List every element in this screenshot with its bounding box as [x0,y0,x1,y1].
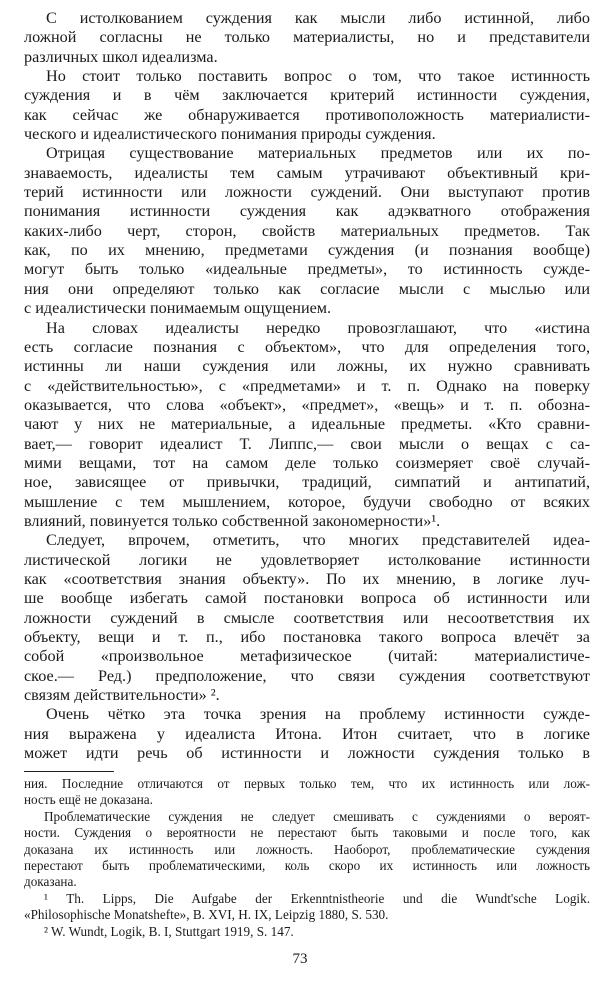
body-line: ское.— Ред.) предположение, что связи суждения соответствуют [24,666,590,685]
footnote-paragraph [24,776,590,809]
footnote-paragraph [24,891,590,924]
body-line: как сейчас же обнаруживается противоположность материалисти- [24,105,590,124]
body-line: чают у них не материальные, а идеальные предметы. «Кто сравни- [24,415,590,434]
footnotes [24,776,590,940]
body-line: ложной согласны не только материалисты, но и представители [24,28,590,47]
footnote-line: перестают быть проблематическими, коль скоро их истинность или ложность [24,858,590,874]
body-paragraph [24,67,590,144]
body-line: ное, зависящее от привычки, традиций, симпатий и антипатий, [24,473,590,492]
body-line: знаваемость, идеалисты тем самым утрачивают объективный кри- [24,163,590,182]
body-line: оказывается, что слова «объект», «предмет», «вещь» и т. п. обозна- [24,395,590,414]
body-paragraph [24,319,590,532]
body-line: есть согласие познания с объектом», что для определения того, [24,337,590,356]
body-line: объекту, вещи и т. п., ибо постановка такого вопроса влечёт за [24,628,590,646]
body-line: терий истинности или ложности суждений. Они выступают против [24,183,590,202]
body-line: Очень чётко эта точка зрения на проблему истинности сужде- [46,705,590,724]
body-paragraph [24,531,590,705]
body-line: собой «произвольное метафизическое (читай: материалистиче- [24,647,590,666]
body-line: может идти речь об истинности и ложности суждения только в [24,744,590,763]
footnote-paragraph [24,924,590,940]
footnote-line: ния. Последние отличаются от первых только тем, что их истинность или лож- [24,776,590,791]
body-paragraph [24,144,590,318]
footnote-line: доказана. [24,874,77,890]
page-number: 73 [292,951,308,967]
footnote-divider [24,771,114,772]
body-line: с «действительностью», с «предметами» и т. п. Однако на поверку [24,376,590,395]
body-line: понимания истинности суждения как адэкватного отображения [24,202,590,221]
body-line: истинны ли наши суждения или ложны, их нужно сравнивать [24,357,590,376]
body-line: На словах идеалисты нередко провозглашают, что «истина [46,318,590,337]
body-paragraph [24,705,590,763]
footnote-line: ность ещё не доказана. [24,792,153,808]
footnote-line: «Philosophische Monatshefte», B. XVI, H. IX, Leipzig 1880, S. 530. [24,907,389,923]
body-line: Следует, впрочем, отметить, что многих представителей идеа- [46,531,590,550]
body-line: различных школ идеализма. [24,47,218,66]
body-line: Но стоит только поставить вопрос о том, что такое истинность [46,67,590,86]
body-line: мими вещами, тот на самом деле только соизмеряет своё случай- [24,453,590,472]
body-line: как «соответствия знания объекту». По их мнению, в логике луч- [24,569,590,588]
footnote-paragraph [24,809,590,891]
body-line: ния выражена у идеалиста Итона. Итон считает, что в логике [24,724,590,743]
body-line: Отрицая существование материальных предметов или их по- [46,144,590,163]
body-line: как, по их мнению, предметами суждения (и познания вообще) [24,241,590,260]
body-line: связям действительности» ². [24,686,220,705]
body-paragraph [24,9,590,67]
body-line: влияний, повинуется только собственной закономерности»¹. [24,511,441,530]
footnote-line: ² W. Wundt, Logik, B. I, Stuttgart 1919, S. 147. [44,923,294,939]
body-line: ния они определяют только как согласие мысли с мыслью или [24,279,590,298]
footnote-line: ности. Суждения о вероятности не перестают быть таковыми и после того, как [24,825,590,841]
body-line: с идеалистически понимаемым ощущением. [24,299,332,318]
body-line: каких-либо черт, сторон, свойств материальных предметов. Так [24,221,590,240]
footnote-line: доказана их истинность или ложность. Наоборот, проблематические суждения [24,841,590,857]
body-line: мышление с тем мышлением, которое, будучи свободно от всяких [24,492,590,511]
footnote-line: ¹ Th. Lipps, Die Aufgabe der Erkenntnistheorie und die Wundt'sche Logik. [44,890,590,906]
body-line: ложности суждений в смысле соответствия или несоответствия их [24,608,590,627]
body-line: С истолкованием суждения как мысли либо истинной, либо [46,9,590,27]
body-line: могут быть только «идеальные предметы», то истинность сужде- [24,260,590,279]
body-line: суждения и в чём заключается критерий истинности суждения, [24,86,590,105]
body-line: ше вообще избегать самой постановки вопроса об истинности или [24,589,590,608]
body-line: листической логики не удовлетворяет истолкование истинности [24,550,590,569]
body-line: вает,— говорит идеалист Т. Липпс,— свои мысли о вещах с са- [24,434,590,453]
footnote-line: Проблематические суждения не следует смешивать с суждениями о вероят- [44,808,590,824]
body-line: ческого и идеалистического понимания природы суждения. [24,125,436,144]
main-text [24,9,590,763]
